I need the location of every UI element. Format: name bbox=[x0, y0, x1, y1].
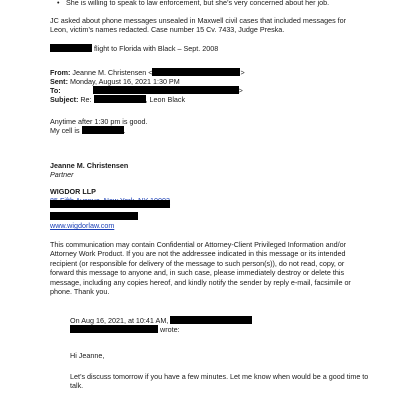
quoted-wrote: wrote: bbox=[160, 325, 180, 334]
from-value: Jeanne M. Christensen < bbox=[72, 68, 153, 77]
email-subject-row bbox=[50, 95, 185, 104]
redaction-box bbox=[82, 126, 124, 134]
email-to-row bbox=[50, 86, 243, 95]
redaction-box bbox=[50, 44, 92, 52]
subject-rest: , Leon Black bbox=[145, 95, 186, 104]
flight-line bbox=[50, 44, 218, 53]
body-line-1: Anytime after 1:30 pm is good. bbox=[50, 117, 148, 126]
redaction-box bbox=[70, 325, 158, 333]
redaction-box bbox=[170, 316, 252, 324]
signature-title: Partner bbox=[50, 170, 74, 179]
flight-text: flight to Florida with Black – Sept. 2008 bbox=[94, 44, 219, 53]
quoted-on-text: On Aug 16, 2021, at 10:41 AM, bbox=[70, 316, 169, 325]
from-label: From: bbox=[50, 68, 71, 77]
quoted-wrote-row bbox=[70, 325, 180, 334]
redaction-box bbox=[50, 212, 138, 220]
email-sent-row bbox=[50, 77, 180, 86]
email-from-row bbox=[50, 68, 245, 77]
redaction-row-2 bbox=[50, 212, 138, 221]
jc-paragraph: JC asked about phone messages unsealed in Maxwell civil cases that included messages for Leon, victim’s names redacted. Case number 15 Cv. 7433, Judge Preska. bbox=[50, 16, 347, 35]
body-line-2 bbox=[50, 126, 126, 135]
redaction-row-1 bbox=[50, 198, 170, 209]
redaction-box bbox=[152, 68, 240, 76]
quoted-on-row bbox=[70, 316, 252, 325]
sent-label: Sent: bbox=[50, 77, 68, 86]
from-end: > bbox=[240, 68, 245, 77]
disclaimer-paragraph: This communication may contain Confidential or Attorney-Client Privileged Information and/or Attorney Work Product. If you are not the addressee indicated in this message or its intended recipient (or responsible for delivery of the message to such person(s)), do not read, copy, or forward this message to anyone and, in such case, please immediately destroy or delete this message, including any copies hereof, and kindly notify the sender by reply e-mail, facsimile or phone. Thank you. bbox=[50, 240, 351, 297]
cell-end: . bbox=[123, 126, 126, 135]
sent-value: Monday, August 16, 2021 1:30 PM bbox=[69, 77, 180, 86]
signature-name: Jeanne M. Christensen bbox=[50, 161, 129, 170]
redaction-box bbox=[94, 95, 146, 103]
cell-text: My cell is bbox=[50, 126, 80, 135]
to-label: To: bbox=[50, 86, 61, 95]
signature-firm: WIGDOR LLP bbox=[50, 187, 96, 196]
bullet-note: • She is willing to speak to law enforcement, but she’s very concerned about her job. bbox=[66, 0, 329, 7]
redaction-box bbox=[93, 86, 239, 94]
signature-website-row bbox=[50, 221, 114, 230]
redaction-box bbox=[50, 200, 170, 208]
to-end: > bbox=[238, 86, 243, 95]
subject-re: Re: bbox=[80, 95, 92, 104]
website-link[interactable]: www.wigdorlaw.com bbox=[50, 221, 115, 230]
quoted-message: Let’s discuss tomorrow if you have a few minutes. Let me know when would be a good time to talk. bbox=[70, 372, 369, 391]
quoted-greeting: Hi Jeanne, bbox=[70, 351, 105, 360]
subject-label: Subject: bbox=[50, 95, 79, 104]
